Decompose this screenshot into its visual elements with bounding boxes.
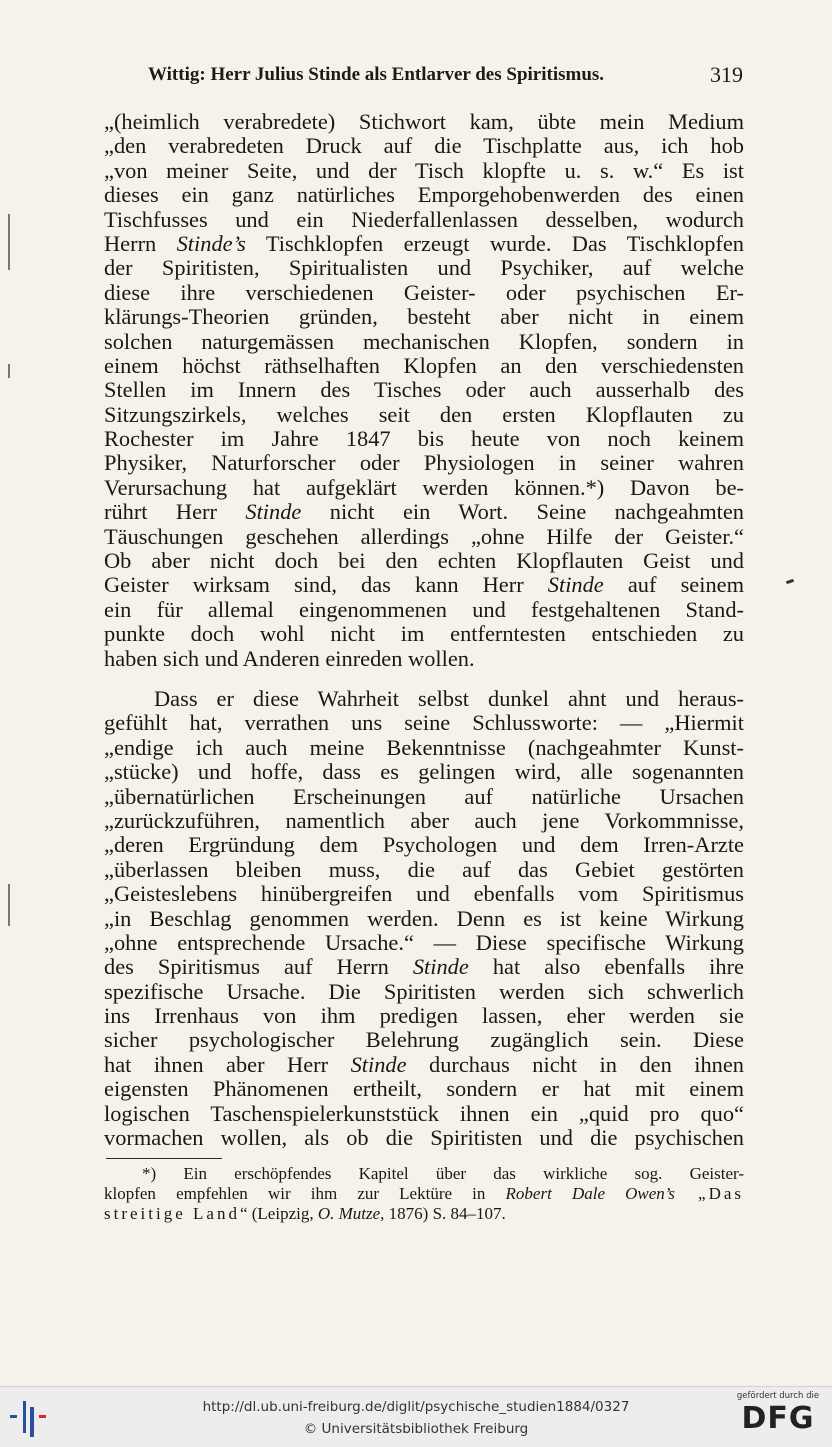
margin-scan-mark [8,214,10,270]
text-line: „den verabredeten Druck auf die Tischplatte aus, ich hob [104,134,744,159]
text-line: gefühlt hat, verrathen uns seine Schlussworte: — „Hiermit [104,711,744,736]
margin-scan-mark [8,884,10,926]
document-url[interactable]: http://dl.ub.uni-freiburg.de/diglit/psychische_studien1884/0327 [202,1399,630,1415]
text-line: Dass er diese Wahrheit selbst dunkel ahnt und heraus- [154,686,744,711]
paragraph-1 [104,110,744,671]
ink-speck [786,579,795,584]
footnote-line-3: streitige Land“ (Leipzig, O. Mutze, 1876) S. 84–107. [104,1204,506,1223]
text-line: Rochester im Jahre 1847 bis heute von noch keinem [104,427,744,452]
text-line: einem höchst räthselhaften Klopfen an den verschiedensten [104,353,744,378]
margin-scan-mark [8,364,10,378]
page-number: 319 [710,62,743,87]
text-line: hat ihnen aber Herr Stinde durchaus nicht in den ihnen [104,1052,744,1077]
text-line: „ohne entsprechende Ursache.“ — Diese specifische Wirkung [104,930,744,955]
viewer-footer [0,1386,832,1447]
text-line: „Geisteslebens hinübergreifen und ebenfalls vom Spiritismus [104,882,744,907]
text-line: Tischfusses und ein Niederfallenlassen desselben, wodurch [104,207,744,232]
body-text [104,110,744,1150]
header-title: Wittig: Herr Julius Stinde als Entlarver des Spiritismus. [148,64,605,85]
footnote-line-2: klopfen empfehlen wir ihm zur Lektüre in Robert Dale Owen’s „Das [104,1184,744,1203]
footnote-line-1: *) Ein erschöpfendes Kapitel über das wirkliche sog. Geister- [142,1164,744,1183]
text-line: „in Beschlag genommen werden. Denn es ist keine Wirkung [104,906,744,931]
text-line: „endige ich auch meine Bekenntnisse (nachgeahmter Kunst- [104,735,744,760]
text-line: Verursachung hat aufgeklärt werden können.*) Davon be- [104,475,744,500]
copyright-notice: © Universitätsbibliothek Freiburg [303,1421,529,1437]
text-line: ins Irrenhaus von ihm predigen lassen, eher werden sie [104,1004,744,1029]
text-line: „stücke) und hoffe, dass es gelingen wird, alle sogenannten [104,760,744,785]
text-line: sicher psychologischer Belehrung zugänglich sein. Diese [104,1028,744,1053]
running-header [148,60,743,90]
text-line: diese ihre verschiedenen Geister- oder psychischen Er- [104,280,744,305]
text-line: logischen Taschenspielerkunststück ihnen ein „quid pro quo“ [104,1101,744,1126]
text-line: klärungs-Theorien gründen, besteht aber nicht in einem [104,305,744,330]
text-line: Physiker, Naturforscher oder Physiologen in seiner wahren [104,451,744,476]
text-line: Sitzungszirkels, welches seit den ersten Klopflauten zu [104,402,744,427]
dfg-logo-text: DFG [741,1401,815,1436]
text-line: vormachen wollen, als ob die Spiritisten und die psychischen [104,1126,744,1151]
footnote-rule [106,1158,222,1159]
dfg-logo [732,1391,824,1443]
text-line: dieses ein ganz natürliches Emporgehobenwerden des einen [104,183,744,208]
text-line: Stellen im Innern des Tisches oder auch ausserhalb des [104,378,744,403]
text-line: ein für allemal eingenommenen und festgehaltenen Stand- [104,597,744,622]
funding-label: gefördert durch die [736,1391,820,1401]
text-line: punkte doch wohl nicht im entferntesten entschieden zu [104,622,744,647]
text-line: haben sich und Anderen einreden wollen. [104,646,475,671]
text-line: spezifische Ursache. Die Spiritisten werden sich schwerlich [104,979,744,1004]
text-line: „(heimlich verabredete) Stichwort kam, übte mein Medium [104,110,744,134]
text-line: „zurückzuführen, namentlich aber auch jene Vorkommnisse, [104,808,744,833]
text-line: Herrn Stinde’s Tischklopfen erzeugt wurde. Das Tischklopfen [104,231,744,256]
text-line: „von meiner Seite, und der Tisch klopfte u. s. w.“ Es ist [104,158,744,183]
paragraph-2 [104,687,744,1150]
text-line: solchen naturgemässen mechanischen Klopfen, sondern in [104,329,744,354]
footnote-publisher: O. Mutze, [317,1204,385,1223]
text-line: „überlassen bleiben muss, die auf das Gebiet gestörten [104,857,744,882]
text-line: „übernatürlichen Erscheinungen auf natürliche Ursachen [104,784,744,809]
text-line: eigensten Phänomenen ertheilt, sondern er hat mit einem [104,1077,744,1102]
text-line: Täuschungen geschehen allerdings „ohne Hilfe der Geister.“ [104,524,744,549]
text-line: der Spiritisten, Spiritualisten und Psychiker, auf welche [104,256,744,281]
text-line: des Spiritismus auf Herrn Stinde hat also ebenfalls ihre [104,955,744,980]
text-line: Ob aber nicht doch bei den echten Klopflauten Geist und [104,549,744,574]
footnote-author: Robert Dale Owen’s [505,1184,675,1203]
text-line: „deren Ergründung dem Psychologen und dem Irren-Arzte [104,833,744,858]
text-line: rührt Herr Stinde nicht ein Wort. Seine nachgeahmten [104,500,744,525]
footnote [104,1164,744,1224]
text-line: Geister wirksam sind, das kann Herr Stinde auf seinem [104,573,744,598]
